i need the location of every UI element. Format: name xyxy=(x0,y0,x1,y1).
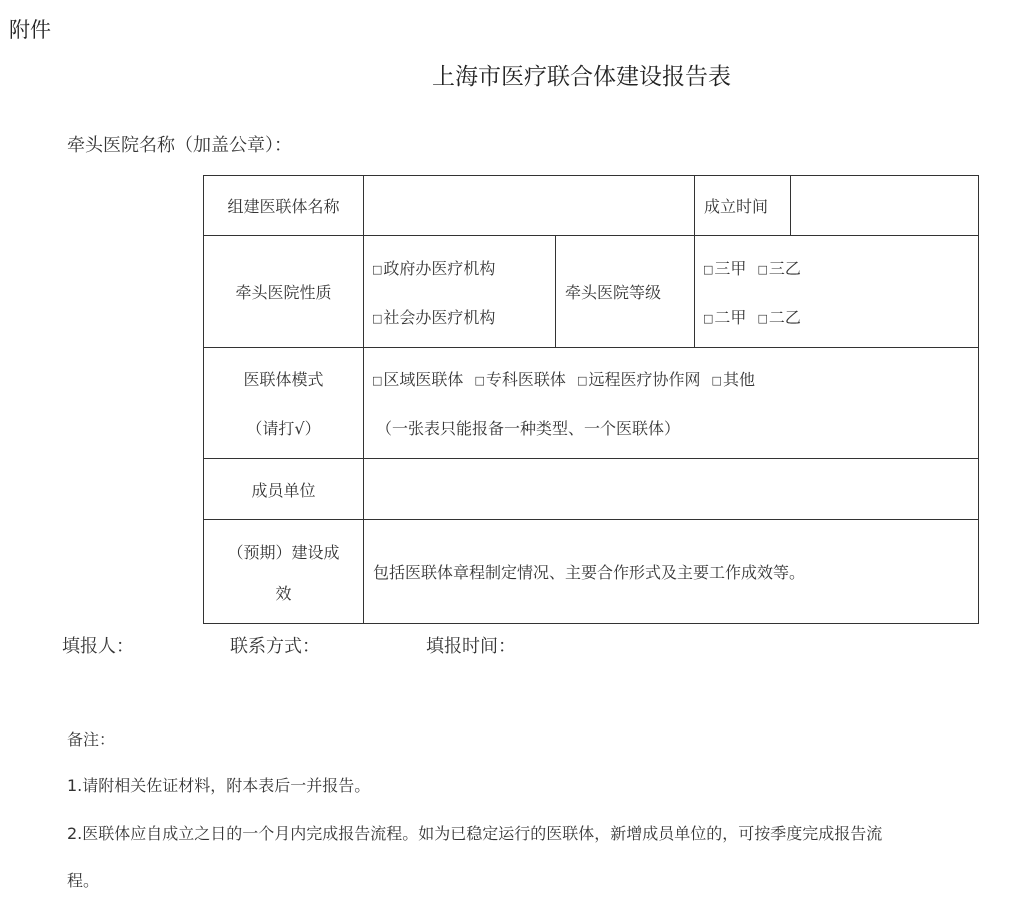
hospital-grade-options xyxy=(695,236,979,348)
mode-option-label: 区域医联体 xyxy=(383,370,464,389)
member-units-value[interactable] xyxy=(364,459,979,520)
nature-option[interactable] xyxy=(364,305,555,328)
grade-option-label: 三甲 xyxy=(714,258,747,278)
alliance-name-label: 组建医联体名称 xyxy=(204,176,364,236)
mode-option[interactable] xyxy=(372,370,463,389)
mode-label-line1: 医联体模式 xyxy=(243,370,324,389)
checkbox-icon[interactable]: □ xyxy=(711,374,722,387)
table-row xyxy=(204,176,979,236)
checkbox-icon[interactable]: □ xyxy=(703,311,714,325)
construction-effect-label xyxy=(204,520,364,624)
grade-option-label: 二甲 xyxy=(714,307,747,327)
grade-option[interactable] xyxy=(758,259,801,278)
hospital-nature-label: 牵头医院性质 xyxy=(204,236,364,348)
checkbox-icon[interactable]: □ xyxy=(372,262,383,276)
mode-option-label: 远程医疗协作网 xyxy=(588,370,701,389)
grade-option[interactable] xyxy=(758,308,801,327)
checkbox-icon[interactable]: □ xyxy=(577,374,588,387)
grade-option-label: 三乙 xyxy=(768,258,801,278)
table-row xyxy=(204,348,979,459)
checkbox-icon[interactable]: □ xyxy=(474,374,485,387)
reporter-label: 填报人： xyxy=(62,636,134,657)
mode-option[interactable] xyxy=(577,370,700,389)
establish-time-value[interactable] xyxy=(791,176,979,236)
checkbox-icon[interactable]: □ xyxy=(372,311,383,325)
mode-option-label: 专科医联体 xyxy=(485,370,566,389)
hospital-grade-label: 牵头医院等级 xyxy=(556,236,695,348)
construction-effect-value[interactable]: 包括医联体章程制定情况、主要合作形式及主要工作成效等。 xyxy=(364,520,979,624)
alliance-name-value[interactable] xyxy=(364,176,695,236)
mode-note: （一张表只能报备一种类型、一个医联体） xyxy=(376,419,681,438)
report-time-label: 填报时间： xyxy=(426,636,516,657)
mode-option[interactable] xyxy=(712,370,755,389)
hospital-nature-options xyxy=(364,236,556,348)
alliance-mode-options xyxy=(364,348,979,459)
notes-item-1: 1.请附相关佐证材料，附本表后一并报告。 xyxy=(67,776,371,795)
effect-label-line2: 效 xyxy=(275,583,292,603)
nature-option[interactable] xyxy=(364,256,555,279)
table-row xyxy=(204,236,979,348)
notes-item-2-continued: 程。 xyxy=(67,871,100,890)
notes-item-2: 2.医联体应自成立之日的一个月内完成报告流程。如为已稳定运行的医联体，新增成员单位的，可按季度完成报告流 xyxy=(67,824,883,843)
report-table xyxy=(203,175,979,624)
checkbox-icon[interactable]: □ xyxy=(757,311,768,325)
table-row xyxy=(204,459,979,520)
grade-option-label: 二乙 xyxy=(768,307,801,327)
checkbox-icon[interactable]: □ xyxy=(757,262,768,276)
establish-time-label: 成立时间 xyxy=(695,176,791,236)
nature-option-label: 政府办医疗机构 xyxy=(383,258,496,278)
effect-label-line1: （预期）建设成 xyxy=(227,542,340,562)
checkbox-icon[interactable]: □ xyxy=(372,374,383,387)
grade-option[interactable] xyxy=(703,259,746,278)
mode-option[interactable] xyxy=(475,370,566,389)
attachment-label: 附件 xyxy=(9,18,51,42)
alliance-mode-label xyxy=(204,348,364,459)
nature-option-label: 社会办医疗机构 xyxy=(383,307,496,327)
page-title: 上海市医疗联合体建设报告表 xyxy=(432,64,731,90)
checkbox-icon[interactable]: □ xyxy=(703,262,714,276)
contact-label: 联系方式： xyxy=(230,636,320,657)
mode-option-label: 其他 xyxy=(722,370,755,389)
mode-label-line2: （请打√） xyxy=(246,419,321,438)
notes-title: 备注： xyxy=(67,730,116,749)
lead-hospital-label: 牵头医院名称（加盖公章）： xyxy=(67,135,292,156)
grade-option[interactable] xyxy=(703,308,746,327)
member-units-label: 成员单位 xyxy=(204,459,364,520)
table-row xyxy=(204,520,979,624)
